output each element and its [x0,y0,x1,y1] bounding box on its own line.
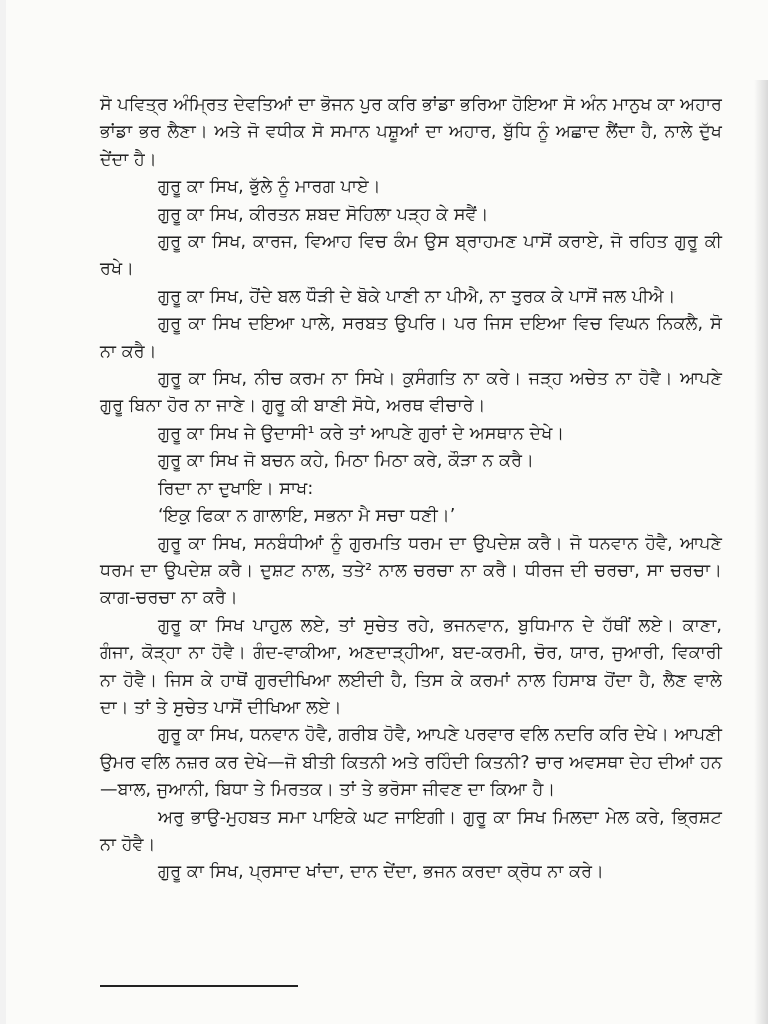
paragraph: ਗੁਰੂ ਕਾ ਸਿਖ ਦਇਆ ਪਾਲੇ, ਸਰਬਤ ਉਪਰਿ। ਪਰ ਜਿਸ ਦਇਆ ਵਿਚ ਵਿਘਨ ਨਿਕਲੈ, ਸੋ ਨਾ ਕਰੈ। [100,314,722,362]
paragraph: ਗੁਰੂ ਕਾ ਸਿਖ, ਨੀਚ ਕਰਮ ਨਾ ਸਿਖੇ। ਕੁਸੰਗਤਿ ਨਾ ਕਰੇ। ਜੜ੍ਹ ਅਚੇਤ ਨਾ ਹੋਵੈ। ਆਪਣੇ ਗੁਰੂ ਬਿਨਾ ਹੋਰ ਨਾ ਜਾਣੇ। ਗੁਰੂ ਕੀ ਬਾਣੀ ਸੋਧੇ, ਅਰਥ ਵੀਚਾਰੇ। [100,369,722,417]
footnote-divider [100,985,298,987]
paragraph: ਗੁਰੂ ਕਾ ਸਿਖ ਜੋ ਬਚਨ ਕਹੇ, ਮਿਠਾ ਮਿਠਾ ਕਰੇ, ਕੌੜਾ ਨ ਕਰੈ। [158,451,535,472]
paragraph: ਗੁਰੂ ਕਾ ਸਿਖ, ਭੁੱਲੇ ਨੂੰ ਮਾਰਗ ਪਾਏ। [158,177,381,198]
paragraph: ਗੁਰੂ ਕਾ ਸਿਖ ਪਾਹੁਲ ਲਏ, ਤਾਂ ਸੁਚੇਤ ਰਹੇ, ਭਜਨਵਾਨ, ਬੁਧਿਮਾਨ ਦੇ ਹੱਥੀਂ ਲਏ। ਕਾਣਾ, ਗੰਜਾ, ਕੋੜ੍ਹਾ ਨਾ ਹੋਵੈ। ਗੰਦ-ਵਾਕੀਆ, ਅਣਦਾੜ੍ਹੀਆ, ਬਦ-ਕਰਮੀ, ਚੋਰ, ਯਾਰ, ਜੁਆਰੀ, ਵਿਕਾਰੀ ਨਾ ਹੋਵੈ। ਜਿਸ ਕੇ ਹਾਥੋਂ ਗੁਰਦੀਖਿਆ ਲਈਦੀ ਹੈ, ਤਿਸ ਕੇ ਕਰਮਾਂ ਨਾਲ ਹਿਸਾਬ ਹੋਂਦਾ ਹੈ, ਲੈਣ ਵਾਲੇ ਦਾ। ਤਾਂ ਤੇ ਸੁਚੇਤ ਪਾਸੋਂ ਦੀਖਿਆ ਲਏ। [100,615,722,718]
paragraph: ਸੋ ਪਵਿਤ੍ਰ ਅੰਮ੍ਰਿਤ ਦੇਵਤਿਆਂ ਦਾ ਭੋਜਨ ਪੁਰ ਕਰਿ ਭਾਂਡਾ ਭਰਿਆ ਹੋਇਆ ਸੋ ਅੰਨ ਮਾਨੁਖ ਕਾ ਅਹਾਰ ਭਾਂਡਾ ਭਰ ਲੈਣਾ। ਅਤੇ ਜੋ ਵਧੀਕ ਸੋ ਸਮਾਨ ਪਸ਼ੂਆਂ ਦਾ ਅਹਾਰ, ਬੁੱਧਿ ਨੂੰ ਅਛਾਦ ਲੈਂਦਾ ਹੈ, ਨਾਲੇ ਦੁੱਖ ਦੇਂਦਾ ਹੈ। [100,95,722,170]
paragraph: ਗੁਰੂ ਕਾ ਸਿਖ, ਕੀਰਤਨ ਸ਼ਬਦ ਸੋਹਿਲਾ ਪੜ੍ਹ ਕੇ ਸਵੈਂ। [158,204,489,225]
paragraph: ਗੁਰੂ ਕਾ ਸਿਖ, ਹੋਂਦੇ ਬਲ ਧੌੜੀ ਦੇ ਬੋਕੇ ਪਾਣੀ ਨਾ ਪੀਐ, ਨਾ ਤੁਰਕ ਕੇ ਪਾਸੋਂ ਜਲ ਪੀਐ। [158,286,676,307]
paragraph: ਅਰੁ ਭਾਉ-ਮੁਹਬਤ ਸਮਾ ਪਾਇਕੇ ਘਟ ਜਾਇਗੀ। ਗੁਰੂ ਕਾ ਸਿਖ ਮਿਲਦਾ ਮੇਲ ਕਰੇ, ਭ੍ਰਿਸ਼ਟ ਨਾ ਹੋਵੈ। [100,807,722,855]
paragraph: ਗੁਰੂ ਕਾ ਸਿਖ ਜੇ ਉਦਾਸੀ¹ ਕਰੇ ਤਾਂ ਆਪਣੇ ਗੁਰਾਂ ਦੇ ਅਸਥਾਨ ਦੇਖੇ। [158,423,565,444]
page-left-edge [0,0,6,1024]
page-gutter-shadow [754,80,768,1024]
paragraph: ਗੁਰੂ ਕਾ ਸਿਖ, ਪ੍ਰਸਾਦ ਖਾਂਦਾ, ਦਾਨ ਦੇਂਦਾ, ਭਜਨ ਕਰਦਾ ਕ੍ਰੋਧ ਨਾ ਕਰੇ। [158,862,604,883]
paragraph: ਗੁਰੂ ਕਾ ਸਿਖ, ਕਾਰਜ, ਵਿਆਹ ਵਿਚ ਕੰਮ ਉਸ ਬ੍ਰਾਹਮਣ ਪਾਸੋਂ ਕਰਾਏ, ਜੋ ਰਹਿਤ ਗੁਰੂ ਕੀ ਰਖੇ। [100,232,722,280]
paragraph: ਰਿਦਾ ਨਾ ਦੁਖਾਇ। ਸਾਖ: [158,478,314,499]
quotation: ‘ਇਕੁ ਫਿਕਾ ਨ ਗਾਲਾਇ, ਸਭਨਾ ਮੈ ਸਚਾ ਧਣੀ।’ [158,506,456,527]
body-text [100,92,722,887]
paragraph: ਗੁਰੂ ਕਾ ਸਿਖ, ਧਨਵਾਨ ਹੋਵੈ, ਗਰੀਬ ਹੋਵੈ, ਆਪਣੇ ਪਰਵਾਰ ਵਲਿ ਨਦਰਿ ਕਰਿ ਦੇਖੇ। ਆਪਣੀ ਉਮਰ ਵਲਿ ਨਜ਼ਰ ਕਰ ਦੇਖੇ—ਜੋ ਬੀਤੀ ਕਿਤਨੀ ਅਤੇ ਰਹਿੰਦੀ ਕਿਤਨੀ? ਚਾਰ ਅਵਸਥਾ ਦੇਹ ਦੀਆਂ ਹਨ—ਬਾਲ, ਜੁਆਨੀ, ਬਿਧਾ ਤੇ ਮਿਰਤਕ। ਤਾਂ ਤੇ ਭਰੋਸਾ ਜੀਵਣ ਦਾ ਕਿਆ ਹੈ। [100,725,722,801]
paragraph: ਗੁਰੂ ਕਾ ਸਿਖ, ਸਨਬੰਧੀਆਂ ਨੂੰ ਗੁਰਮਤਿ ਧਰਮ ਦਾ ਉਪਦੇਸ਼ ਕਰੈ। ਜੋ ਧਨਵਾਨ ਹੋਵੈ, ਆਪਣੇ ਧਰਮ ਦਾ ਉਪਦੇਸ਼ ਕਰੈ। ਦੁਸ਼ਟ ਨਾਲ, ਤਤੇ² ਨਾਲ ਚਰਚਾ ਨਾ ਕਰੈ। ਧੀਰਜ ਦੀ ਚਰਚਾ, ਸਾ ਚਰਚਾ। ਕਾਗ-ਚਰਚਾ ਨਾ ਕਰੈ। [100,533,722,609]
